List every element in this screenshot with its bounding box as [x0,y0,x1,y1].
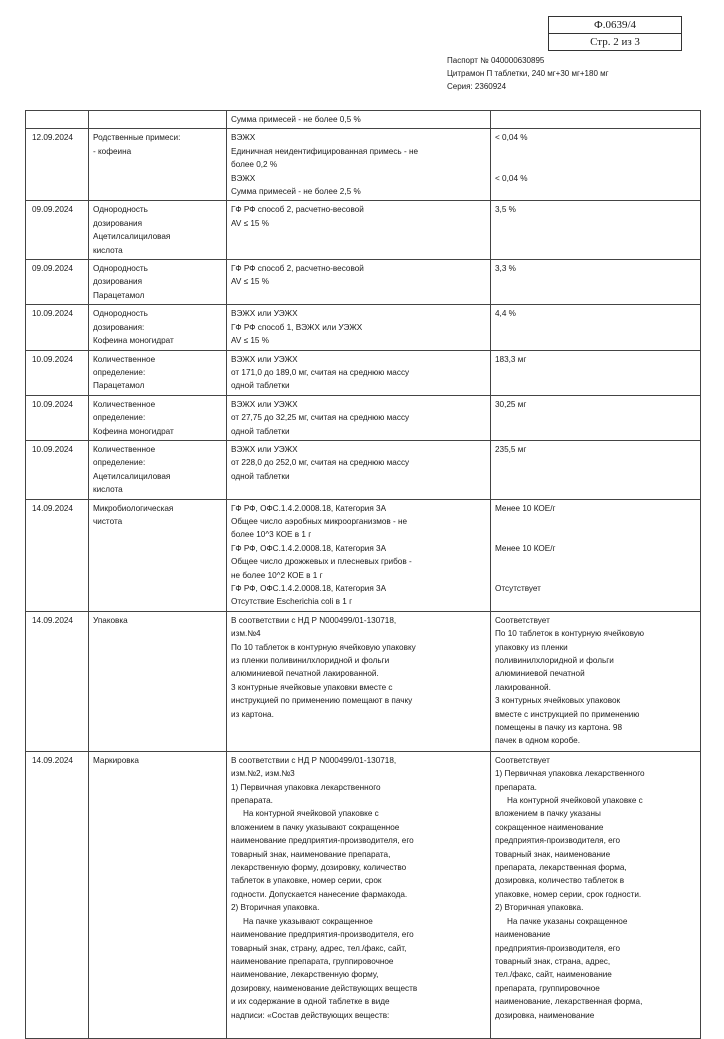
cell-line: годности. Допускается нанесение фармакода. [231,889,408,899]
cell-line: более 0,2 % [231,160,278,170]
cell-line: помещены в пачку из картона. 98 [495,723,623,733]
cell-line: Количественное [93,399,156,409]
cell-line: Менее 10 КОЕ/г [495,503,556,513]
cell-line: Общее число дрожжевых и плесневых грибов - [231,557,412,567]
result-cell [491,350,701,395]
cell-line: препарата. [231,796,273,806]
cell-line: дозировка, наименование [495,1010,595,1020]
cell-line: наименование, лекарственную форму, [231,970,379,980]
cell-line: изм.№2, изм.№3 [231,769,295,779]
cell-line: сокращенное наименование [495,822,604,832]
cell-line: наименование [495,930,551,940]
cell-line: Родственные примеси: [93,133,181,143]
cell-line: предприятия-производителя, его [495,943,621,953]
cell-line: На контурной ячейковой упаковке с [507,796,643,806]
cell-line: Кофеина моногидрат [93,426,174,436]
cell-line: - кофеина [93,146,132,156]
cell-line: 3 контурные ячейковые упаковки вместе с [231,682,393,692]
method-cell [227,611,491,751]
test-name-cell [89,201,227,260]
cell-line: < 0,04 % [495,133,528,143]
cell-line: Количественное [93,444,156,454]
cell-line: 30,25 мг [495,399,527,409]
cell-line: Ацетилсалициловая [93,232,171,242]
cell-line [495,185,697,198]
cell-line: Единичная неидентифицированная примесь - не [231,146,419,156]
cell-line: Парацетамол [93,290,145,300]
cell-line: таблеток в упаковке, номер серии, срок [231,876,382,886]
document-header [447,54,609,93]
cell-line: В соответствии с НД Р N000499/01-130718, [231,615,397,625]
table-row [26,611,701,751]
cell-line: наименование препарата, группировочное [231,956,394,966]
cell-line: кислота [93,485,123,495]
test-name-cell [89,111,227,129]
table-row [26,305,701,350]
cell-line: более 10^3 КОЕ в 1 г [231,530,312,540]
cell-line: ГФ РФ способ 2, расчетно-весовой [231,264,364,274]
cell-line: 2) Вторичная упаковка. [231,903,320,913]
test-name-cell [89,350,227,395]
cell-line: 1) Первичная упаковка лекарственного [231,782,381,792]
cell-line: кислота [93,245,123,255]
cell-line: от 27,75 до 32,25 мг, считая на среднюю массу [231,413,410,423]
result-cell [491,129,701,201]
cell-line: тел./факс, сайт, наименование [495,970,612,980]
date-cell: 14.09.2024 [26,751,89,1038]
cell-line: товарный знак, страну, адрес, тел./факс, сайт, [231,943,407,953]
cell-line: По 10 таблеток в контурную ячейковую [495,629,645,639]
cell-line: упаковку из пленки [495,642,568,652]
form-code-box [548,16,682,51]
cell-line: Отсутствует [495,584,541,593]
cell-line: препарата, группировочное [495,983,600,993]
cell-line: и их содержание в одной таблетке в виде [231,997,390,1007]
cell-line: Упаковка [93,615,128,625]
cell-line: 4,4 % [495,309,516,319]
cell-line: На пачке указаны сокращенное [507,916,628,926]
cell-line: Маркировка [93,755,139,765]
cell-line: дозирования: [93,322,145,332]
cell-line: ВЭЖХ или УЭЖХ [231,354,298,364]
passport-number: Паспорт № 040000630895 [447,56,545,65]
cell-line: определение: [93,367,146,377]
result-cell [491,260,701,305]
cell-line: алюминиевой печатной лакированной. [231,669,379,679]
cell-line: ВЭЖХ или УЭЖХ [231,309,298,319]
test-name-cell [89,751,227,1038]
cell-line [495,158,697,171]
cell-line: ГФ РФ способ 2, расчетно-весовой [231,205,364,215]
method-cell [227,111,491,129]
test-name-cell [89,305,227,350]
method-cell [227,129,491,201]
cell-line: Однородность [93,205,148,215]
cell-line: чистота [93,516,123,526]
cell-line: ВЭЖХ или УЭЖХ [231,399,298,409]
cell-line: одной таблетки [231,426,290,436]
cell-line: Однородность [93,264,148,274]
cell-line: товарный знак, наименование препарата, [231,849,391,859]
cell-line: наименование предприятия-производителя, его [231,836,414,846]
cell-line: не более 10^2 КОЕ в 1 г [231,570,323,580]
cell-line: дозировку, наименование действующих веществ [231,983,418,993]
cell-line: ГФ РФ способ 1, ВЭЖХ или УЭЖХ [231,322,363,332]
form-code: Ф.0639/4 [594,19,636,31]
cell-line: поливинилхлоридной и фольги [495,656,614,666]
cell-line: 183,3 мг [495,354,527,364]
cell-line: от 228,0 до 252,0 мг, считая на среднюю массу [231,458,410,468]
result-cell [491,395,701,440]
cell-line: Соответствует [495,615,550,625]
cell-line: из картона. [231,709,274,719]
cell-line: ГФ РФ, ОФС.1.4.2.0008.18, Категория 3А [231,503,387,513]
method-cell [227,751,491,1038]
date-cell: 14.09.2024 [26,611,89,751]
method-cell [227,305,491,350]
date-cell: 09.09.2024 [26,201,89,260]
cell-line: Однородность [93,309,148,319]
date-cell [26,111,89,129]
method-cell [227,395,491,440]
cell-line: инструкцией по применению помещают в пачку [231,696,413,706]
test-name-cell [89,499,227,611]
cell-line: Сумма примесей - не более 0,5 % [231,115,361,124]
cell-line: препарата. [495,782,537,792]
cell-line: одной таблетки [231,471,290,481]
test-name-cell [89,129,227,201]
cell-line: Кофеина моногидрат [93,336,174,346]
cell-line: лекарственную форму, дозировку, количество [231,863,407,873]
cell-line: Сумма примесей - не более 2,5 % [231,187,361,197]
cell-line: наименование, лекарственная форма, [495,997,643,1007]
cell-line: определение: [93,413,146,423]
table-row [26,129,701,201]
cell-line: изм.№4 [231,629,261,639]
cell-line: алюминиевой печатной [495,669,585,679]
cell-line: товарный знак, наименование [495,849,611,859]
method-cell [227,201,491,260]
method-cell [227,260,491,305]
cell-line: На пачке указывают сокращенное [243,916,373,926]
cell-line: 3 контурных ячейковых упаковок [495,696,621,706]
cell-line [495,515,697,528]
cell-line: упаковке, номер серии, срок годности. [495,889,642,899]
table-row [26,751,701,1038]
result-cell [491,499,701,611]
cell-line: вложением в пачку указывают сокращенное [231,822,400,832]
table-row [26,350,701,395]
result-cell [491,111,701,129]
cell-line [495,569,697,582]
cell-line: В соответствии с НД Р N000499/01-130718, [231,755,397,765]
test-name-cell [89,395,227,440]
date-cell: 14.09.2024 [26,499,89,611]
cell-line: одной таблетки [231,381,290,391]
cell-line: 3,3 % [495,264,516,274]
cell-line: препарата, лекарственная форма, [495,863,627,873]
cell-line: от 171,0 до 189,0 мг, считая на среднюю массу [231,367,410,377]
cell-line: < 0,04 % [495,173,528,183]
cell-line: Отсутствие Escherichia coli в 1 г [231,597,353,607]
cell-line: Менее 10 КОЕ/г [495,543,556,553]
date-cell: 10.09.2024 [26,350,89,395]
cell-line: ГФ РФ, ОФС.1.4.2.0008.18, Категория 3А [231,543,387,553]
cell-line: надписи: «Состав действующих веществ: [231,1010,390,1020]
cell-line: AV ≤ 15 % [231,336,270,346]
cell-line [495,145,697,158]
page-number: Стр. 2 из 3 [549,33,681,50]
test-name-cell [89,440,227,499]
cell-line: 2) Вторичная упаковка. [495,903,584,913]
cell-line: 3,5 % [495,205,516,215]
cell-line [495,528,697,541]
product-name: Цитрамон П таблетки, 240 мг+30 мг+180 мг [447,69,609,78]
cell-line: Количественное [93,354,156,364]
cell-line: Общее число аэробных микроорганизмов - не [231,516,408,526]
date-cell: 10.09.2024 [26,440,89,499]
test-name-cell [89,611,227,751]
series-number: Серия: 2360924 [447,82,507,91]
result-cell [491,751,701,1038]
table-row [26,111,701,129]
method-cell [227,440,491,499]
cell-line: лакированной. [495,682,551,692]
cell-line: На контурной ячейковой упаковке с [243,809,379,819]
method-cell [227,350,491,395]
cell-line [495,555,697,568]
cell-line: дозировка, количество таблеток в [495,876,625,886]
table-row [26,499,701,611]
cell-line: ВЭЖХ [231,173,256,183]
result-cell [491,440,701,499]
method-cell [227,499,491,611]
cell-line: ВЭЖХ или УЭЖХ [231,444,298,454]
cell-line: из пленки поливинилхлоридной и фольги [231,656,390,666]
cell-line: ГФ РФ, ОФС.1.4.2.0008.18, Категория 3А [231,584,387,593]
test-name-cell [89,260,227,305]
cell-line: пачек в одном коробе. [495,736,580,746]
cell-line: Микробиологическая [93,503,174,513]
cell-line: ВЭЖХ [231,133,256,143]
result-cell [491,305,701,350]
cell-line: AV ≤ 15 % [231,218,270,228]
result-cell [491,611,701,751]
cell-line: предприятия-производителя, его [495,836,621,846]
cell-line: определение: [93,458,146,468]
cell-line: Парацетамол [93,381,145,391]
table-row [26,395,701,440]
table-row [26,260,701,305]
cell-line: дозирования [93,218,143,228]
table-row [26,201,701,260]
cell-line: Ацетилсалициловая [93,471,171,481]
cell-line: вместе с инструкцией по применению [495,709,640,719]
cell-line: По 10 таблеток в контурную ячейковую упаковку [231,642,416,652]
cell-line: вложением в пачку указаны [495,809,601,819]
table-row [26,440,701,499]
cell-line: товарный знак, страна, адрес, [495,956,611,966]
test-results-table [25,110,701,1039]
cell-line: дозирования [93,277,143,287]
cell-line: 1) Первичная упаковка лекарственного [495,769,645,779]
cell-line: 235,5 мг [495,444,527,454]
date-cell: 09.09.2024 [26,260,89,305]
result-cell [491,201,701,260]
cell-line: AV ≤ 15 % [231,277,270,287]
date-cell: 10.09.2024 [26,395,89,440]
date-cell: 10.09.2024 [26,305,89,350]
cell-line: наименование предприятия-производителя, его [231,930,414,940]
cell-line: Соответствует [495,755,550,765]
date-cell: 12.09.2024 [26,129,89,201]
